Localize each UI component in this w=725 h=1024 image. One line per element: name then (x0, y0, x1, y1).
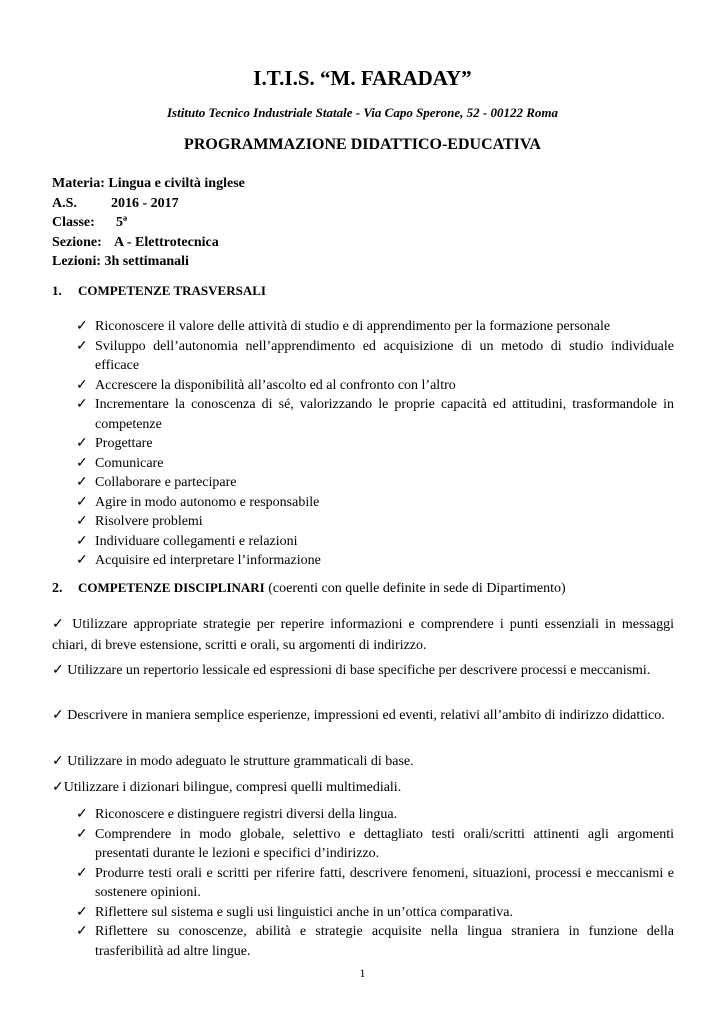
list-item-text: Produrre testi orali e scritti per riferire fatti, descrivere fenomeni, situazioni, processi e meccanismi e sostenere opinioni. (95, 865, 674, 900)
check-icon: ✓ (76, 514, 88, 529)
list-item (76, 395, 674, 434)
lessons-line: Lezioni: 3h settimanali (52, 254, 189, 269)
check-icon: ✓ (52, 708, 64, 723)
section1-title: COMPETENZE TRASVERSALI (78, 283, 266, 298)
page-number: 1 (359, 966, 366, 980)
list-item-text: Riconoscere e distinguere registri diversi della lingua. (95, 807, 398, 822)
school-address: Istituto Tecnico Industriale Statale - Via Capo Sperone, 52 - 00122 Roma (166, 105, 558, 120)
check-icon: ✓ (76, 904, 88, 920)
list-item-text: Incrementare la conoscenza di sé, valorizzando le proprie capacità ed attitudini, trasformandole in competenze (95, 397, 674, 432)
section-value: A - Elettrotecnica (114, 234, 219, 250)
check-icon: ✓ (76, 475, 88, 490)
list-item-text: Collaborare e partecipare (95, 475, 237, 490)
disciplinary-paragraph: ✓ Descrivere in maniera semplice esperienze, impressioni ed eventi, relativi all’ambito di indirizzo didattico. (52, 708, 665, 723)
list-item-text: Risolvere problemi (95, 514, 203, 529)
check-icon: ✓ (76, 807, 88, 822)
check-icon: ✓ (76, 553, 88, 568)
list-item (76, 512, 674, 532)
check-icon: ✓ (76, 533, 88, 549)
list-item-text: Accrescere la disponibilità all’ascolto ed al confronto con l’altro (95, 377, 456, 393)
list-item (76, 864, 674, 903)
list-item (76, 903, 674, 923)
section2-number: 2. (52, 581, 63, 596)
document-title: PROGRAMMAZIONE DIDATTICO-EDUCATIVA (184, 136, 541, 153)
disciplinary-paragraph: ✓ Utilizzare un repertorio lessicale ed espressioni di base specifiche per descrivere processi e meccanismi. (52, 663, 651, 678)
disciplinary-competences-list (76, 805, 674, 961)
check-icon: ✓ (52, 754, 64, 769)
list-item-text: Acquisire ed interpretare l’informazione (95, 553, 321, 568)
check-icon: ✓ (76, 865, 88, 881)
section2-note: (coerenti con quelle definite in sede di Dipartimento) (264, 581, 566, 596)
list-item-text: Agire in modo autonomo e responsabile (95, 494, 320, 510)
check-icon: ✓ (76, 826, 88, 842)
list-item (76, 434, 674, 454)
list-item-text: Individuare collegamenti e relazioni (95, 533, 298, 549)
list-item-text: Comunicare (95, 455, 164, 471)
section1-heading (52, 283, 266, 299)
school-year-label: A.S. (52, 195, 77, 211)
check-icon: ✓ (76, 319, 88, 334)
section2-heading (52, 580, 566, 597)
check-icon: ✓ (52, 780, 64, 795)
subject-line: Materia: Lingua e civiltà inglese (52, 176, 245, 191)
list-item (76, 493, 674, 513)
check-icon: ✓ (52, 663, 64, 678)
list-item-text: Sviluppo dell’autonomia nell’apprendimento ed acquisizione di un metodo di studio individuale efficace (95, 338, 674, 373)
check-icon: ✓ (76, 924, 88, 939)
course-info (52, 174, 245, 272)
school-year-value: 2016 - 2017 (111, 195, 179, 211)
check-icon: ✓ (76, 338, 88, 354)
list-item (76, 473, 674, 493)
section2-title: COMPETENZE DISCIPLINARI (78, 580, 265, 595)
school-year-line (52, 194, 245, 214)
section-line (52, 233, 245, 253)
list-item (76, 376, 674, 396)
list-item (76, 922, 674, 961)
list-item-text: Comprendere in modo globale, selettivo e dettagliato testi orali/scritti attinenti agli argomenti presentati durante le lezioni e specifici d’indirizzo. (95, 826, 674, 861)
class-value: 5ª (116, 215, 128, 230)
list-item-text: Riflettere su conoscenze, abilità e strategie acquisite nella lingua straniera in funzione della trasferibilità ad altre lingue. (95, 924, 674, 959)
list-item (76, 317, 674, 337)
list-item (76, 805, 674, 825)
class-label: Classe: (52, 215, 95, 230)
check-icon: ✓ (76, 397, 88, 412)
check-icon: ✓ (76, 377, 88, 393)
disciplinary-paragraph: ✓ Utilizzare in modo adeguato le strutture grammaticali di base. (52, 754, 414, 769)
list-item (76, 454, 674, 474)
list-item (76, 337, 674, 376)
list-item (76, 825, 674, 864)
list-item-text: Riconoscere il valore delle attività di studio e di apprendimento per la formazione personale (95, 319, 611, 334)
check-icon: ✓ (52, 617, 67, 632)
list-item-text: Riflettere sul sistema e sugli usi linguistici anche in un’ottica comparativa. (95, 904, 513, 920)
list-item (76, 532, 674, 552)
list-item-text: Progettare (95, 436, 153, 451)
disciplinary-paragraph: ✓Utilizzare i dizionari bilingue, compresi quelli multimediali. (52, 780, 402, 795)
list-item (76, 551, 674, 571)
class-line (52, 213, 245, 233)
check-icon: ✓ (76, 494, 88, 510)
section-label: Sezione: (52, 234, 102, 250)
school-title: I.T.I.S. “M. FARADAY” (253, 66, 472, 90)
transversal-competences-list (76, 317, 674, 571)
check-icon: ✓ (76, 455, 88, 471)
section1-number: 1. (52, 283, 62, 298)
disciplinary-paragraph: ✓ Utilizzare appropriate strategie per reperire informazioni e comprendere i punti essenziali in messaggi chiari, di breve estensione, scritti e orali, su argomenti di indirizzo. (52, 617, 675, 653)
check-icon: ✓ (76, 436, 88, 451)
